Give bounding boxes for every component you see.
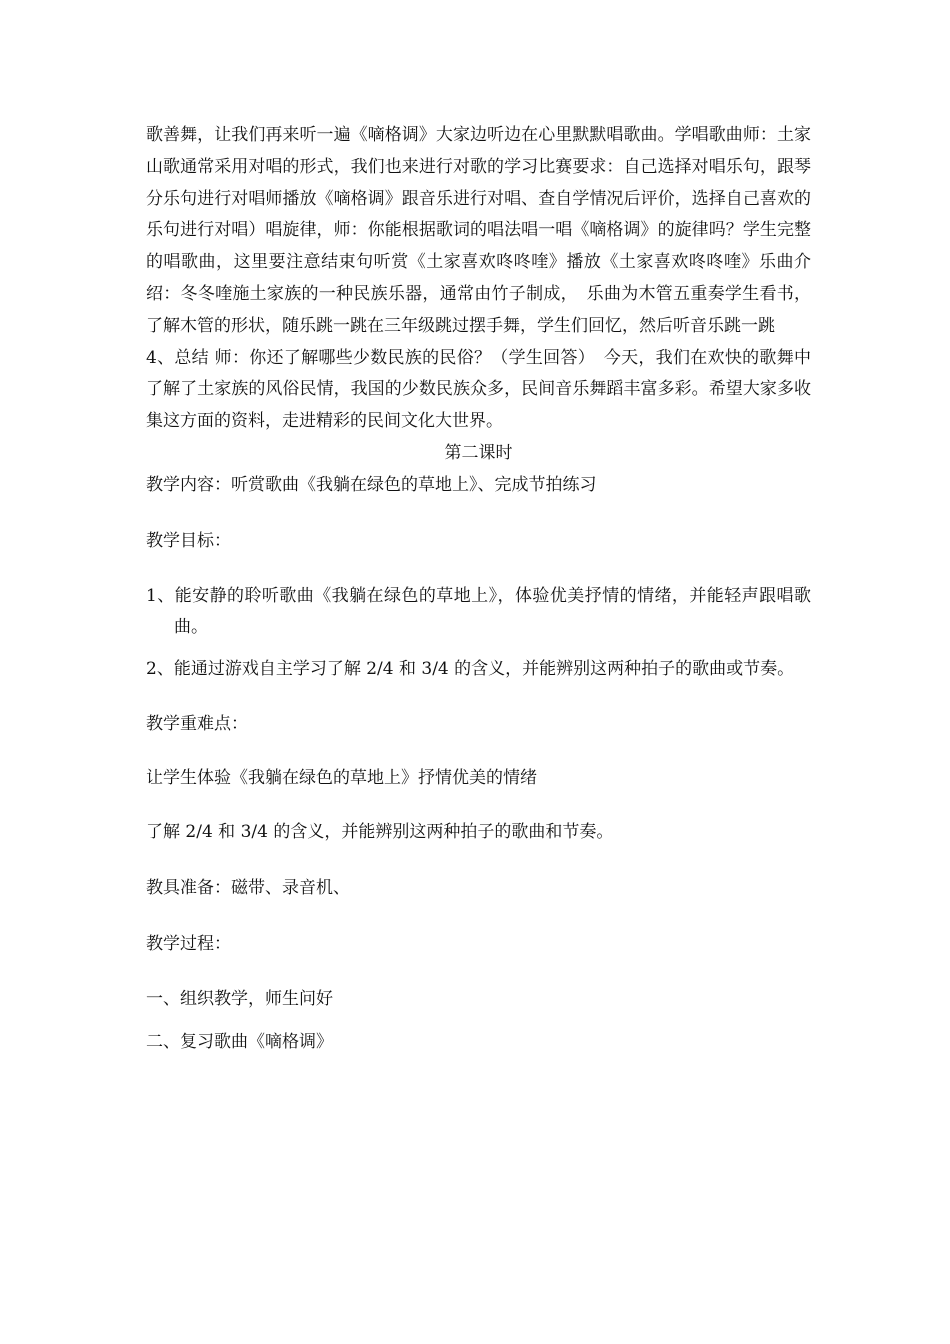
key-point-1: 让学生体验《我躺在绿色的草地上》抒情优美的情绪 [146, 768, 537, 789]
goal-item-2: 2、能通过游戏自主学习了解 2/4 和 3/4 的含义，并能辨别这两种拍子的歌曲或节奏。 [146, 659, 795, 680]
key-points-title: 教学重难点： [146, 714, 248, 735]
key-point-2: 了解 2/4 和 3/4 的含义，并能辨别这两种拍子的歌曲和节奏。 [146, 821, 614, 842]
process-title: 教学过程： [146, 933, 231, 954]
process-step-1: 一、组织教学，师生问好 [146, 989, 333, 1010]
section-heading: 第二课时 [444, 442, 513, 463]
process-step-2: 二、复习歌曲《嘀格调》 [146, 1032, 333, 1053]
teaching-tools: 教具准备：磁带、录音机、 [146, 877, 350, 898]
summary-paragraph: 4、总结 师：你还了解哪些少数民族的民俗？（学生回答） 今天，我们在欢快的歌舞中了解了土家族的风俗民情，我国的少数民族众多，民间音乐舞蹈丰富多彩。希望大家多收集这方面的资料，走进精彩的民间文化大世界。 [146, 347, 811, 432]
goals-title: 教学目标： [146, 530, 231, 551]
goal-item-1: 1、能安静的聆听歌曲《我躺在绿色的草地上》，体验优美抒情的情绪，并能轻声跟唱歌曲。 [146, 586, 811, 638]
intro-paragraph: 歌善舞，让我们再来听一遍《嘀格调》大家边听边在心里默默唱歌曲。学唱歌曲师：土家山歌通常采用对唱的形式，我们也来进行对歌的学习比赛要求：自己选择对唱乐句，跟琴分乐句进行对唱师播放《嘀格调》跟音乐进行对唱、查自学情况后评价，选择自己喜欢的乐句进行对唱）唱旋律，师：你能根据歌词的唱法唱一唱《嘀格调》的旋律吗？学生完整的唱歌曲，这里要注意结束句听赏《土家喜欢咚咚喹》播放《土家喜欢咚咚喹》乐曲介绍：冬冬喹施土家族的一种民族乐器，通常由竹子制成， 乐曲为木管五重奏学生看书，了解木管的形状，随乐跳一跳在三年级跳过摆手舞，学生们回忆，然后听音乐跳一跳 [146, 125, 811, 336]
document-page [146, 120, 811, 1059]
teaching-content: 教学内容：听赏歌曲《我躺在绿色的草地上》、完成节拍练习 [146, 474, 597, 495]
